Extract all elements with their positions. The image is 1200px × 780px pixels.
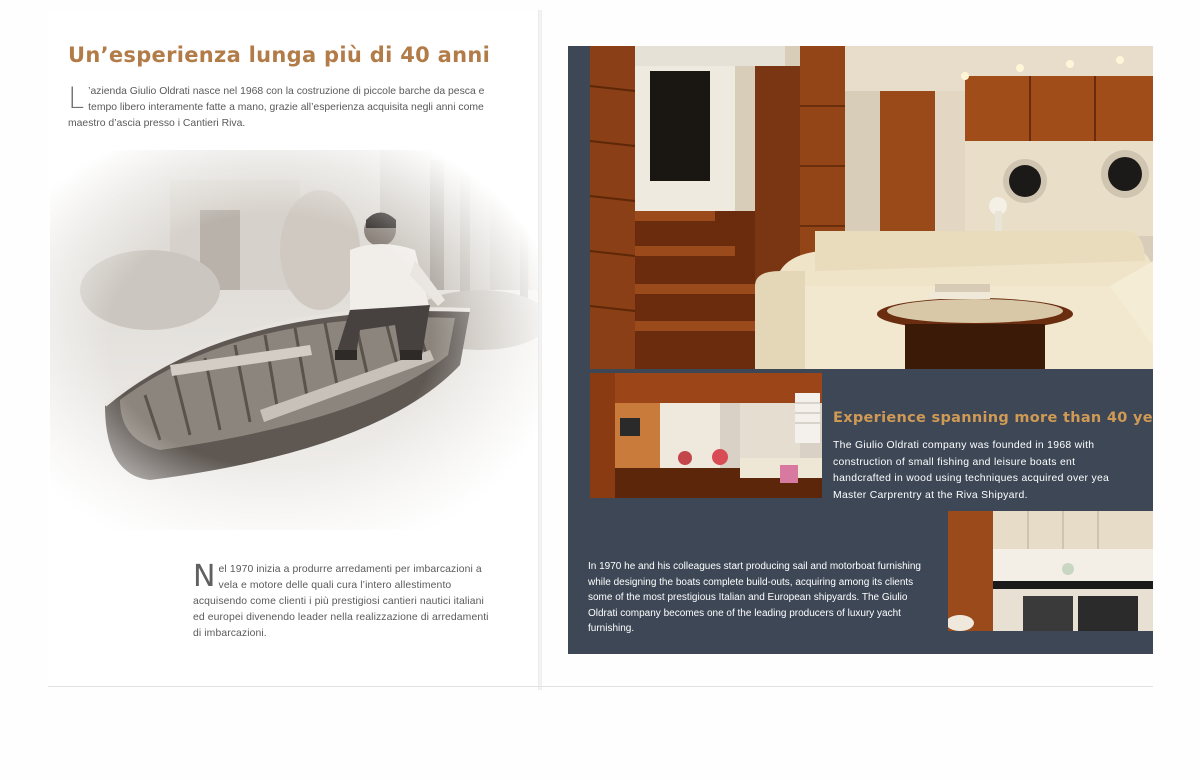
yacht-galley-photo xyxy=(948,511,1153,631)
intro-line: handcrafted in wood using techniques acquired over yea xyxy=(833,473,1110,484)
intro-line: The Giulio Oldrati company was founded in 1968 with xyxy=(833,440,1095,451)
page-title-italian: Un’esperienza lunga più di 40 anni xyxy=(68,43,491,67)
intro-line: Master Carprentry at the Riva Shipyard. xyxy=(833,489,1028,501)
right-page xyxy=(568,46,1153,654)
intro-line: construction of small fishing and leisure boats ent xyxy=(833,456,1076,468)
intro-paragraph-english xyxy=(833,438,1153,504)
intro-text: ’azienda Giulio Oldrati nasce nel 1968 con la costruzione di piccole barche da pesca e tempo libero interamente fatte a mano, grazie all’esperienza acquisita negli anni come maestro d’ascia presso i Cantieri Riva. xyxy=(68,86,485,129)
second-text: el 1970 inizia a produrre arredamenti per imbarcazioni a vela e motore delle quali cura l’intero allestimento acquisendo come clienti i più prestigiosi cantieri nautici italiani ed europei divenendo leader nella realizzazione di arredamenti di imbarcazioni. xyxy=(193,564,489,639)
section-title-english: Experience spanning more than 40 ye xyxy=(833,410,1153,426)
second-paragraph-english: In 1970 he and his colleagues start producing sail and motorboat furnishing while designing the boats complete build-outs, acquiring among its clients some of the most prestigious Italian and European shipyards. The Giulio Oldrati company becomes one of the leading producers of luxury yacht furnishing. xyxy=(588,561,921,634)
second-paragraph-italian xyxy=(193,559,493,642)
historic-boat-photo xyxy=(50,150,540,530)
yacht-salon-photo xyxy=(590,46,1153,369)
yacht-cabin-photo xyxy=(590,373,822,498)
page-bottom-edge xyxy=(48,686,1153,687)
second-dropcap: N xyxy=(193,559,216,594)
intro-paragraph-italian xyxy=(68,81,488,132)
intro-dropcap: L xyxy=(68,81,85,115)
page-fold xyxy=(538,10,542,690)
